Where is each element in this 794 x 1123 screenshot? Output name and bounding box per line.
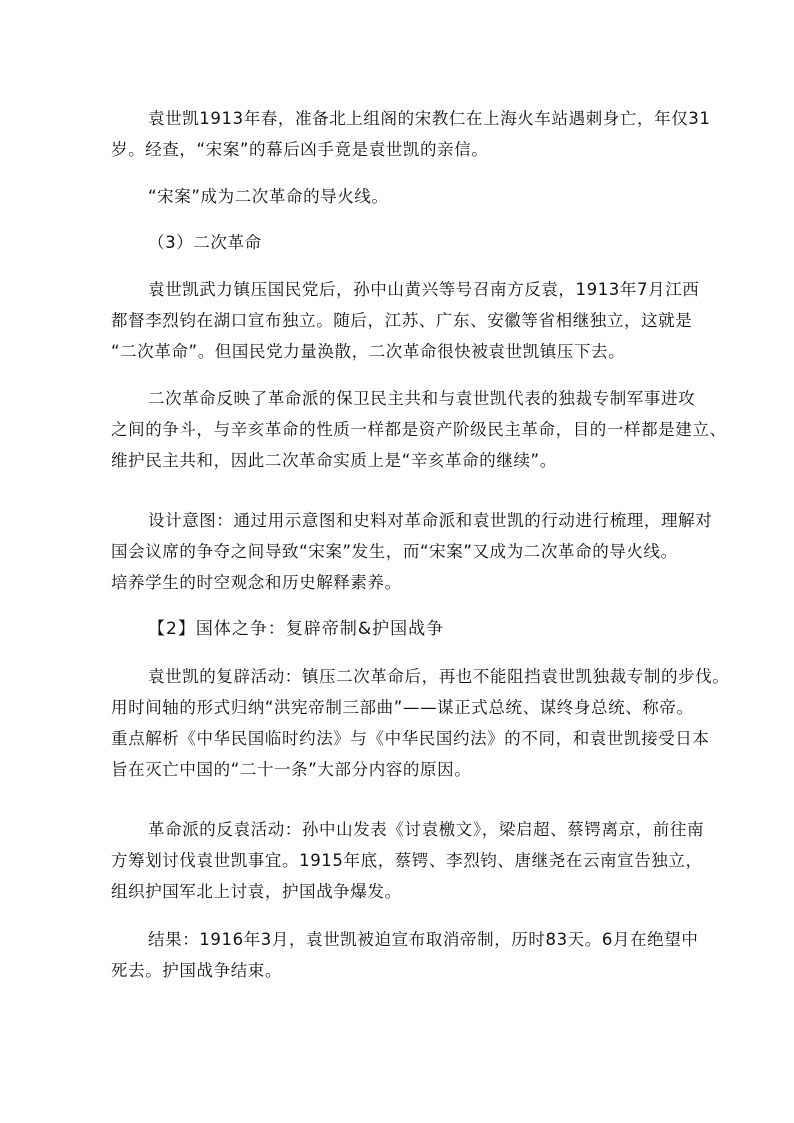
text-line: “二次革命”。但国民党力量涣散，二次革命很快被袁世凯镇压下去。: [111, 342, 626, 361]
text-line: 旨在灭亡中国的“二十一条”大部分内容的原因。: [111, 760, 472, 779]
text-line: 袁世凯的复辟活动：镇压二次革命后，再也不能阻挡袁世凯独裁专制的步伐。: [148, 667, 730, 686]
text-line: 结果：1916年3月，袁世凯被迫宣布取消帝制，历时83天。6月在绝望中: [148, 930, 699, 949]
text-line: “宋案”成为二次革命的导火线。: [148, 187, 389, 206]
text-line: 袁世凯1913年春，准备北上组阁的宋教仁在上海火车站遇刺身亡，年仅31: [148, 109, 711, 128]
text-line: 革命派的反袁活动：孙中山发表《讨袁檄文》，梁启超、蔡锷离京，前往南: [148, 820, 705, 839]
text-line: 重点解析《中华民国临时约法》与《中华民国约法》的不同，和袁世凯接受日本: [111, 729, 710, 748]
paragraph-anti-yuan-activities: [111, 814, 705, 907]
text-line: 组织护国军北上讨袁，护国战争爆发。: [111, 882, 402, 901]
text-line: 岁。经查，“宋案”的幕后凶手竟是袁世凯的亲信。: [111, 140, 489, 159]
text-line: 用时间轴的形式归纳“洪宪帝制三部曲”——谋正式总统、谋终身总统、称帝。: [111, 698, 694, 717]
text-line: 方筹划讨伐袁世凯事宜。1915年底，蔡锷、李烈钧、唐继尧在云南宣告独立，: [111, 851, 703, 870]
paragraph-design-intent: [111, 505, 713, 598]
section-title-national-system: 【2】国体之争：复辟帝制&护国战争: [148, 619, 445, 639]
text-line: 死去。护国战争结束。: [111, 961, 282, 980]
text-line: 国会议席的争夺之间导致“宋案”发生，而“宋案”又成为二次革命的导火线。: [111, 542, 678, 561]
text-line: 都督李烈钧在湖口宣布独立。随后，江苏、广东、安徽等省相继独立，这就是: [111, 311, 693, 330]
paragraph-song-case: [111, 103, 711, 165]
text-line: 培养学生的时空观念和历史解释素养。: [111, 573, 402, 592]
paragraph-restoration-activities: [111, 661, 730, 785]
text-line: 二次革命反映了革命派的保卫民主共和与袁世凯代表的独裁专制军事进攻: [148, 389, 696, 408]
paragraph-second-revolution-nature: [111, 383, 727, 476]
text-line: 之间的争斗，与辛亥革命的性质一样都是资产阶级民主革命，目的一样都是建立、: [111, 420, 727, 439]
paragraph-song-case-fuse: [111, 181, 691, 212]
paragraph-result: [111, 924, 699, 986]
text-line: 袁世凯武力镇压国民党后，孙中山黄兴等号召南方反袁，1913年7月江西: [148, 280, 700, 299]
text-line: 设计意图：通过用示意图和史料对革命派和袁世凯的行动进行梳理，理解对: [148, 511, 713, 530]
paragraph-second-revolution: [111, 274, 700, 367]
section-title-second-revolution: （3）二次革命: [148, 233, 262, 252]
text-line: 维护民主共和，因此二次革命实质上是“辛亥革命的继续”。: [111, 451, 557, 470]
